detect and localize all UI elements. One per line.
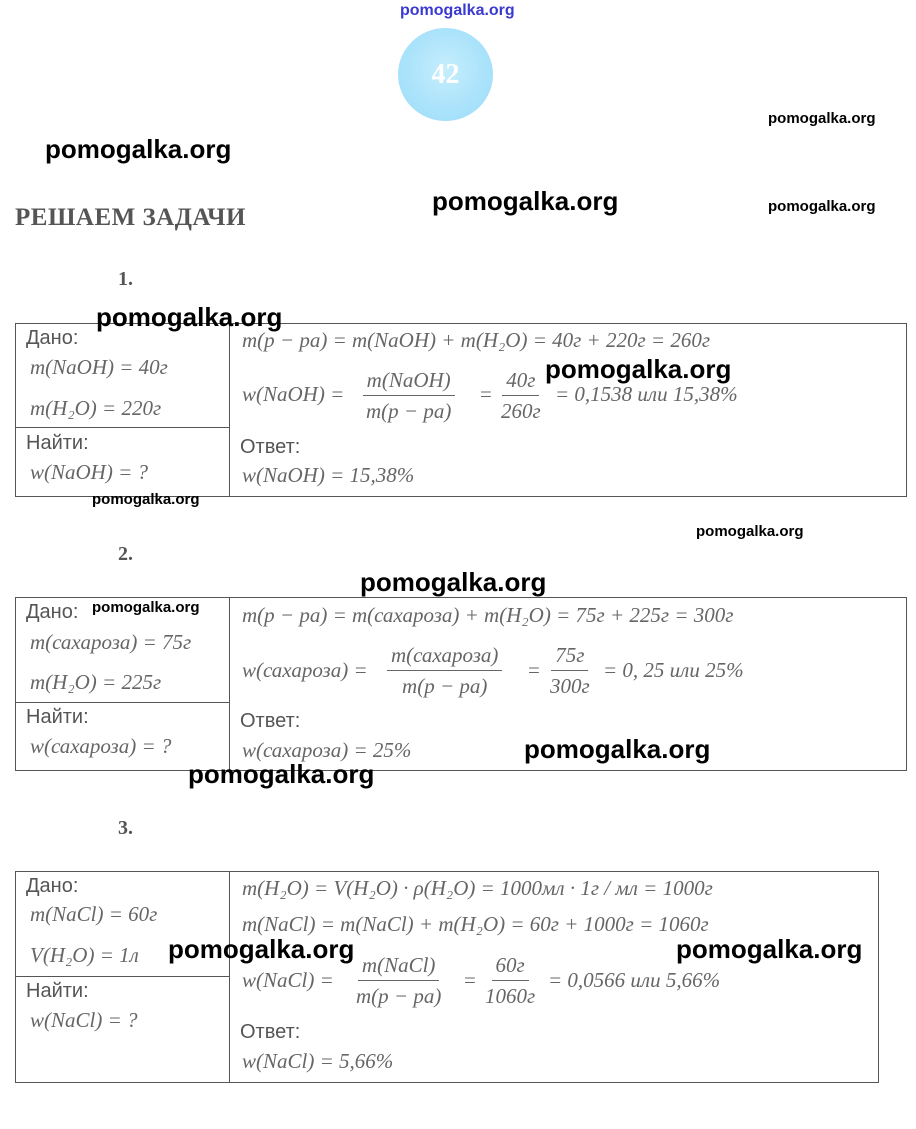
fraction-numerator: m(сахароза): [387, 640, 502, 671]
watermark: pomogalka.org: [545, 354, 732, 384]
fraction-denominator: m(р − ра): [356, 984, 442, 1008]
answer-value: w(NaOH) = 15,38%: [242, 463, 415, 487]
page-number-badge: [398, 28, 493, 121]
watermark: pomogalka.org: [676, 934, 863, 964]
given-value: V(H₂O) = 1л: [30, 943, 139, 967]
solution-line: m(р − ра) = m(NaOH) + m(H₂O) = 40г + 220г = 260г: [242, 328, 711, 352]
fraction-result: = 0,0566 или 5,66%: [548, 968, 721, 992]
watermark: pomogalka.org: [188, 759, 375, 789]
fraction-denominator: 1060г: [485, 984, 536, 1008]
fraction: [362, 365, 455, 426]
watermark: pomogalka.org: [768, 110, 876, 127]
fraction-denominator: 300г: [550, 674, 590, 698]
fraction: [387, 640, 502, 701]
equals-sign: =: [528, 658, 540, 682]
fraction: [497, 365, 545, 426]
fraction-result: = 0,1538 или 15,38%: [555, 382, 738, 406]
fraction-denominator: m(р − ра): [366, 399, 452, 423]
given-value: m(H₂O) = 220г: [30, 396, 162, 420]
problem-number: 3.: [118, 817, 133, 839]
fraction-numerator: m(NaCl): [358, 950, 440, 981]
given-label: Дано:: [26, 875, 79, 897]
table-divider: [15, 702, 230, 703]
find-label: Найти:: [26, 706, 89, 728]
table-divider: [229, 597, 230, 770]
watermark: pomogalka.org: [432, 186, 619, 216]
answer-label: Ответ:: [240, 436, 301, 458]
find-label: Найти:: [26, 432, 89, 454]
fraction-numerator: m(NaOH): [363, 365, 455, 396]
fraction: [481, 950, 539, 1011]
watermark: pomogalka.org: [360, 567, 547, 597]
watermark: pomogalka.org: [768, 198, 876, 215]
watermark: pomogalka.org: [45, 134, 232, 164]
page-number: 42: [431, 59, 460, 90]
table-divider: [15, 976, 230, 977]
find-value: w(сахароза) = ?: [30, 734, 172, 758]
watermark: pomogalka.org: [400, 2, 515, 19]
given-value: m(сахароза) = 75г: [30, 630, 192, 654]
solution-line: m(р − ра) = m(сахароза) + m(H₂O) = 75г + 225г = 300г: [242, 603, 734, 627]
solution-line: m(H₂O) = V(H₂O) · ρ(H₂O) = 1000мл · 1г / мл = 1000г: [242, 876, 713, 900]
fraction-result: = 0, 25 или 25%: [603, 658, 744, 682]
given-value: m(NaOH) = 40г: [30, 355, 168, 379]
answer-label: Ответ:: [240, 1021, 301, 1043]
watermark: pomogalka.org: [96, 302, 283, 332]
answer-value: w(сахароза) = 25%: [242, 738, 412, 762]
given-value: m(H₂O) = 225г: [30, 670, 162, 694]
fraction-numerator: 60г: [492, 950, 529, 981]
fraction-numerator: 40г: [502, 365, 539, 396]
watermark: pomogalka.org: [168, 934, 355, 964]
fraction-lhs: w(NaOH) =: [242, 382, 345, 406]
fraction-denominator: m(р − ра): [402, 674, 488, 698]
fraction: [546, 640, 594, 701]
fraction-denominator: 260г: [501, 399, 541, 423]
watermark: pomogalka.org: [524, 734, 711, 764]
table-divider: [229, 323, 230, 496]
find-value: w(NaCl) = ?: [30, 1008, 138, 1032]
given-value: m(NaCl) = 60г: [30, 902, 158, 926]
answer-value: w(NaCl) = 5,66%: [242, 1049, 394, 1073]
fraction-numerator: 75г: [551, 640, 588, 671]
fraction: [352, 950, 445, 1011]
problem-number: 1.: [118, 268, 133, 290]
watermark: pomogalka.org: [696, 523, 804, 540]
find-label: Найти:: [26, 980, 89, 1002]
find-value: w(NaOH) = ?: [30, 460, 149, 484]
section-title: РЕШАЕМ ЗАДАЧИ: [15, 204, 246, 231]
fraction-lhs: w(NaCl) =: [242, 968, 334, 992]
watermark: pomogalka.org: [92, 491, 200, 508]
equals-sign: =: [464, 968, 476, 992]
problem-number: 2.: [118, 543, 133, 565]
given-label: Дано:: [26, 601, 79, 623]
solution-line: m(NaCl) = m(NaCl) + m(H₂O) = 60г + 1000г = 1060г: [242, 912, 709, 936]
fraction-lhs: w(сахароза) =: [242, 658, 368, 682]
given-label: Дано:: [26, 327, 79, 349]
watermark: pomogalka.org: [92, 599, 200, 616]
equals-sign: =: [480, 382, 492, 406]
answer-label: Ответ:: [240, 710, 301, 732]
table-divider: [15, 427, 230, 428]
